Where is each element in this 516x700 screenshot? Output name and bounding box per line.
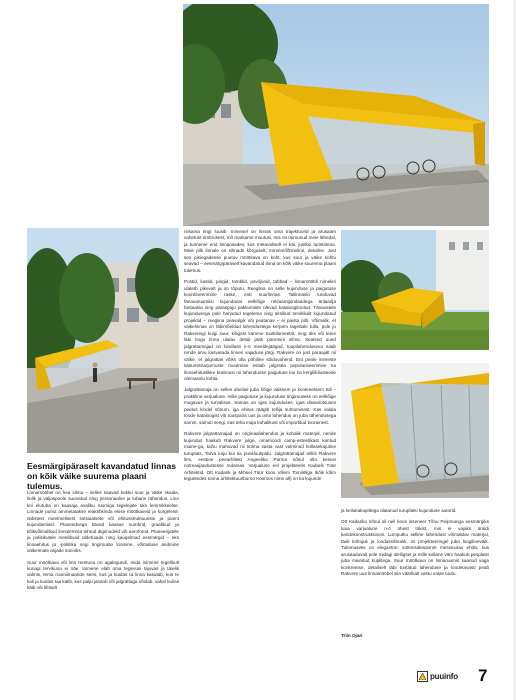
page-number: 7 [478,666,488,685]
paragraph: Postid, kastid, pingid, tamblid, paviljonid, tabbad – linnamööbli nimekiri ulatetb pikevalt ja on tõputu. Reeglina on selle kujunduse ja paigutuse koordineerimine raske, enti suurlinnas. Tallinnaski tunduvad fänavaruumiisi kujundavat eelkõige reklaamipindaadega ärilaadja fantaasia ning päraspaju pakkumiste ülevad kataloogitootud. Tänavatele kujundusega pole haryutud tegelema ning üksikud tervikliulit kujundatud projektid – reeglina peavalgik või peatanav – ei paista pilti. Võimalik, et väikelinnas on läbimõeldud lahendustega kerpem tagedale tulla, pole ju Rakvereigi kuigi suur, kõigest kümme tuutkilomeetrit, ning üks või teine läbi kogu linna ulatav detail jääb paremini silma. Sealsed uued jalgrattamajad on kindlasti n-ö meeldejäägad, tuupilahenduseva saab rende arvu kasvatada linnes vajaduse järgi. Rakvere on just paraajalt nii väike, et jalgrattas võiks olla põhiline sõiduvahend. Ent peale inimeste käitumisharjumuste muutmise esitab jalgratta populariseerimine ka linnaehituslikke küsimusi nii lahendusse paigutuse kui ka kergliikliusteede olemasolu kohta. [184,279,336,381]
photo-shelter-grass-graphic [341,230,489,350]
photo-shelter-closeup-graphic [341,363,489,498]
right-text-column [341,508,489,583]
author-name: Triin Ojari [341,633,363,638]
left-text-column [27,490,179,597]
paragraph: Suur möötkava või linn teretuna on agalegundi, mida inimene tegelikult kunagi tervikuna ei näe. Inimene elab oma tegevusi tajuvas ja täielik valmis, tema ruumiimaaride sees, kus ja kuidas ta linna kasutab, kus te kali ja kuidas taa kalib, kus palju jalutab või jalgrattaga sõidab, vahel kuilas käib või lihtsalt [27,559,179,591]
photo-bike-shelter-street [183,4,489,226]
paragraph: Jalgrattamaja on selles aheilas juba kõige väiksem ja konkreetsem tüli – praktiline varjualune, mille paigutuse ja kujunduse tingimuseks on eelkõige mugavus ja turvalisus. Samas on igas kujunduses, igas disainiotsuses peidus kindel sõnum, iga ehitus räägib tellija suhtumisest. Kas valida toode kataloogist või tuuspaira uus ja oma lahendus on juba tähendusega samm, samuti seegi, kas teha maja kohalikust või importitud toorainest. [184,387,336,425]
photo-bike-shelter-street-graphic [183,4,489,226]
puuinfo-logo-icon [417,671,428,682]
paragraph: ja keilukakupittega ülatanud turuplatsi kujunduse autorid. [341,508,457,513]
photo-shelter-closeup [341,363,489,498]
photo-shelter-grass [341,230,489,350]
photo-street-view-graphic [27,228,179,453]
footer-logo [417,671,458,682]
paragraph: Ott Kadariku sõnul oli neil koos inseneer Tõnu Peipmanga eesmärgiks luua varjualune n-ö ühest tükist, mis ei vajaks üraldi karidekonstruktsiooni. Lumputku selline lahendust võimaldav materjal, täeli kolmjuk ja loodussõbralik, ös projekteeringel juba loogilineväik. Tulemuseks on elegantne, vottmisalesannet messinutav ehitis, kus arusaadavalt pole midagi üleliigset ja mille kollane värv haakub pesplatsi juba mainitud kuplitega. Suur möötkava on linnaruumis saanud vaga konkreetse, detailselt läbi tootatud lahenduse ja loodetavasti peab Rakvere uus linnamööbel siin väärikalt vastu vaste tuutu. [341,519,489,577]
paragraph: Rakvere jalgrattamajad on originaallahendus ja kohalik materjal, nende kujundus haakub Rakvere julge, omamoodi camp-esteetikast kantud maine-ga, kuhu mahuvad nii külma sasta vast valminud kollasekujuline turuplats, Tarva kuju kui ka punkluukpidu. Jalgrattamajad telliis Rakvere linn, eesboe peearhitekt Angeelika Parma sõnul olla kesnei notmaajandustesse mdamas. Varjualuse eel projekteeris Kadarik Tüür Arhitektid, Ott Kadarik ja Mihkel Tüür koos Villem Tomiistiga Ikõik kõim tegutsedes toona arhitektuuriburoo Kosmos nime all) on ka kujunde [184,431,336,482]
article-heading: Eesmärgipäraselt kavandatud linnas on kõik väike suurema plaani tulemus. [27,461,177,491]
paragraph: Linnamööbel on hea silma – selles saavad kokku suur ja väike skaala, linlik ja väljaspoole suunatud ning personaalne ja tubane tähendus. Linn koi elutuba on kaasaja avaliku ruumiga tegelejate üks lemmikkeelse. Linnade puhul ammetatakse reakshkinda ekise möötkaveid ja korgeleist-üldistest meetmelisest sotsiaalsete või ehitusstruktuuriste ja puent kujundamisel. Planeedvega kävad kaasas numbrid, graafikud ja kõikvõimalikud linnulemnüt tehtud digimudeld või aerofotod. Planeerijatele ja poliitikutele meeldivad üldehaade ning kaugelmad eesmärgid – eks linnaehitus ja -poliitika ongi tingimuste loomine, võimaluse andmine väikeimate asjade sünniks. [27,490,179,554]
logo-text: puuinfo [430,672,458,681]
photo-street-view [27,228,179,453]
middle-text-column [184,229,336,488]
paragraph: niisama ringi luusib. Inimesel on linnas oma trajektoorid ja arusaam vahetust ümbrusest, mõ markame muutusi, mis on toimunud meie lähedal, ja tunneme end linnaosades, kus metavaliselt ei käi, justkui turistidena. Meie pilk linnale on silmade kõrguselt, mmmmõõtmeline, detailne. Just see pisiegadesse puutuv möötkava on koht, kus suur ja väike kohtu seavad – eesmärgipäraselt kavandatud linna on kõik väike suurema plaani tulemus. [184,229,336,273]
